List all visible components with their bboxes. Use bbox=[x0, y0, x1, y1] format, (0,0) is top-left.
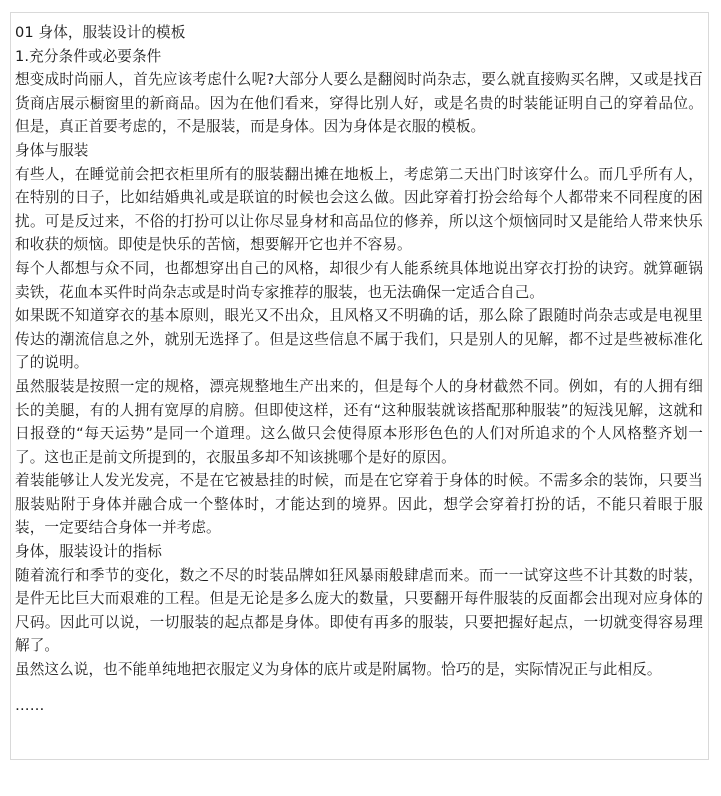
paragraph-5: 虽然服装是按照一定的规格，漂亮规整地生产出来的，但是每个人的身材截然不同。例如，有的人拥有细长的美腿，有的人拥有宽厚的肩膀。但即使这样，还有“这种服装就该搭配那种服装”的短浅见解，这就和日报登的“每天运势”是同一个道理。这么做只会使得原本形形色色的人们对所追求的个人风格整齐划一了。这也正是前文所提到的，衣服虽多却不知该挑哪个是好的原因。 bbox=[15, 377, 703, 466]
spacer bbox=[15, 682, 703, 694]
ellipsis: …… bbox=[15, 696, 45, 714]
paragraph-1: 想变成时尚丽人，首先应该考虑什么呢?大部分人要么是翻阅时尚杂志，要么就直接购买名牌，又或是找百货商店展示橱窗里的新商品。因为在他们看来，穿得比别人好，或是名贵的时装能证明自己的穿着品位。但是，真正首要考虑的，不是服装，而是身体。因为身体是衣服的模板。 bbox=[15, 71, 703, 136]
section-heading-2: 身体与服装 bbox=[15, 141, 89, 159]
paragraph-7: 随着流行和季节的变化，数之不尽的时装品牌如狂风暴雨般肆虐而来。而一一试穿这些不计其数的时装，是件无比巨大而艰难的工程。但是无论是多么庞大的数量，只要翻开每件服装的反面都会出现对应身体的尺码。因此可以说，一切服装的起点都是身体。即使有再多的服装，只要把握好起点，一切就变得容易理解了。 bbox=[15, 566, 703, 655]
paragraph-3: 每个人都想与众不同，也都想穿出自己的风格，却很少有人能系统具体地说出穿衣打扮的诀窍。就算砸锅卖铁，花血本买件时尚杂志或是时尚专家推荐的服装，也无法确保一定适合自己。 bbox=[15, 259, 703, 301]
paragraph-2: 有些人，在睡觉前会把衣柜里所有的服装翻出摊在地板上，考虑第二天出门时该穿什么。而几乎所有人，在特别的日子，比如结婚典礼或是联谊的时候也会这么做。因此穿着打扮会给每个人都带来不同程度的困扰。可是反过来，不俗的打扮可以让你尽显身材和高品位的修养，所以这个烦恼同时又是能给人带来快乐和收获的烦恼。即使是快乐的苦恼，想要解开它也并不容易。 bbox=[15, 165, 703, 254]
document-title: 01 身体，服装设计的模板 bbox=[15, 24, 186, 41]
paragraph-8: 虽然这么说，也不能单纯地把衣服定义为身体的底片或是附属物。恰巧的是，实际情况正与此相反。 bbox=[15, 661, 662, 679]
document-frame bbox=[10, 12, 709, 760]
section-heading-3: 身体，服装设计的指标 bbox=[15, 543, 162, 561]
document-body bbox=[15, 21, 703, 717]
paragraph-6: 着装能够让人发光发亮，不是在它被悬挂的时候，而是在它穿着于身体的时候。不需多余的装饰，只要当服装贴附于身体并融合成一个整体时，才能达到的境界。因此，想学会穿着打扮的话，不能只着眼于服装，一定要结合身体一并考虑。 bbox=[15, 472, 703, 537]
paragraph-4: 如果既不知道穿衣的基本原则，眼光又不出众，且风格又不明确的话，那么除了跟随时尚杂志或是电视里传达的潮流信息之外，就别无选择了。但是这些信息不属于我们，只是别人的见解，都不过是些被标准化了的说明。 bbox=[15, 307, 703, 372]
section-heading-1: 1.充分条件或必要条件 bbox=[15, 47, 162, 65]
